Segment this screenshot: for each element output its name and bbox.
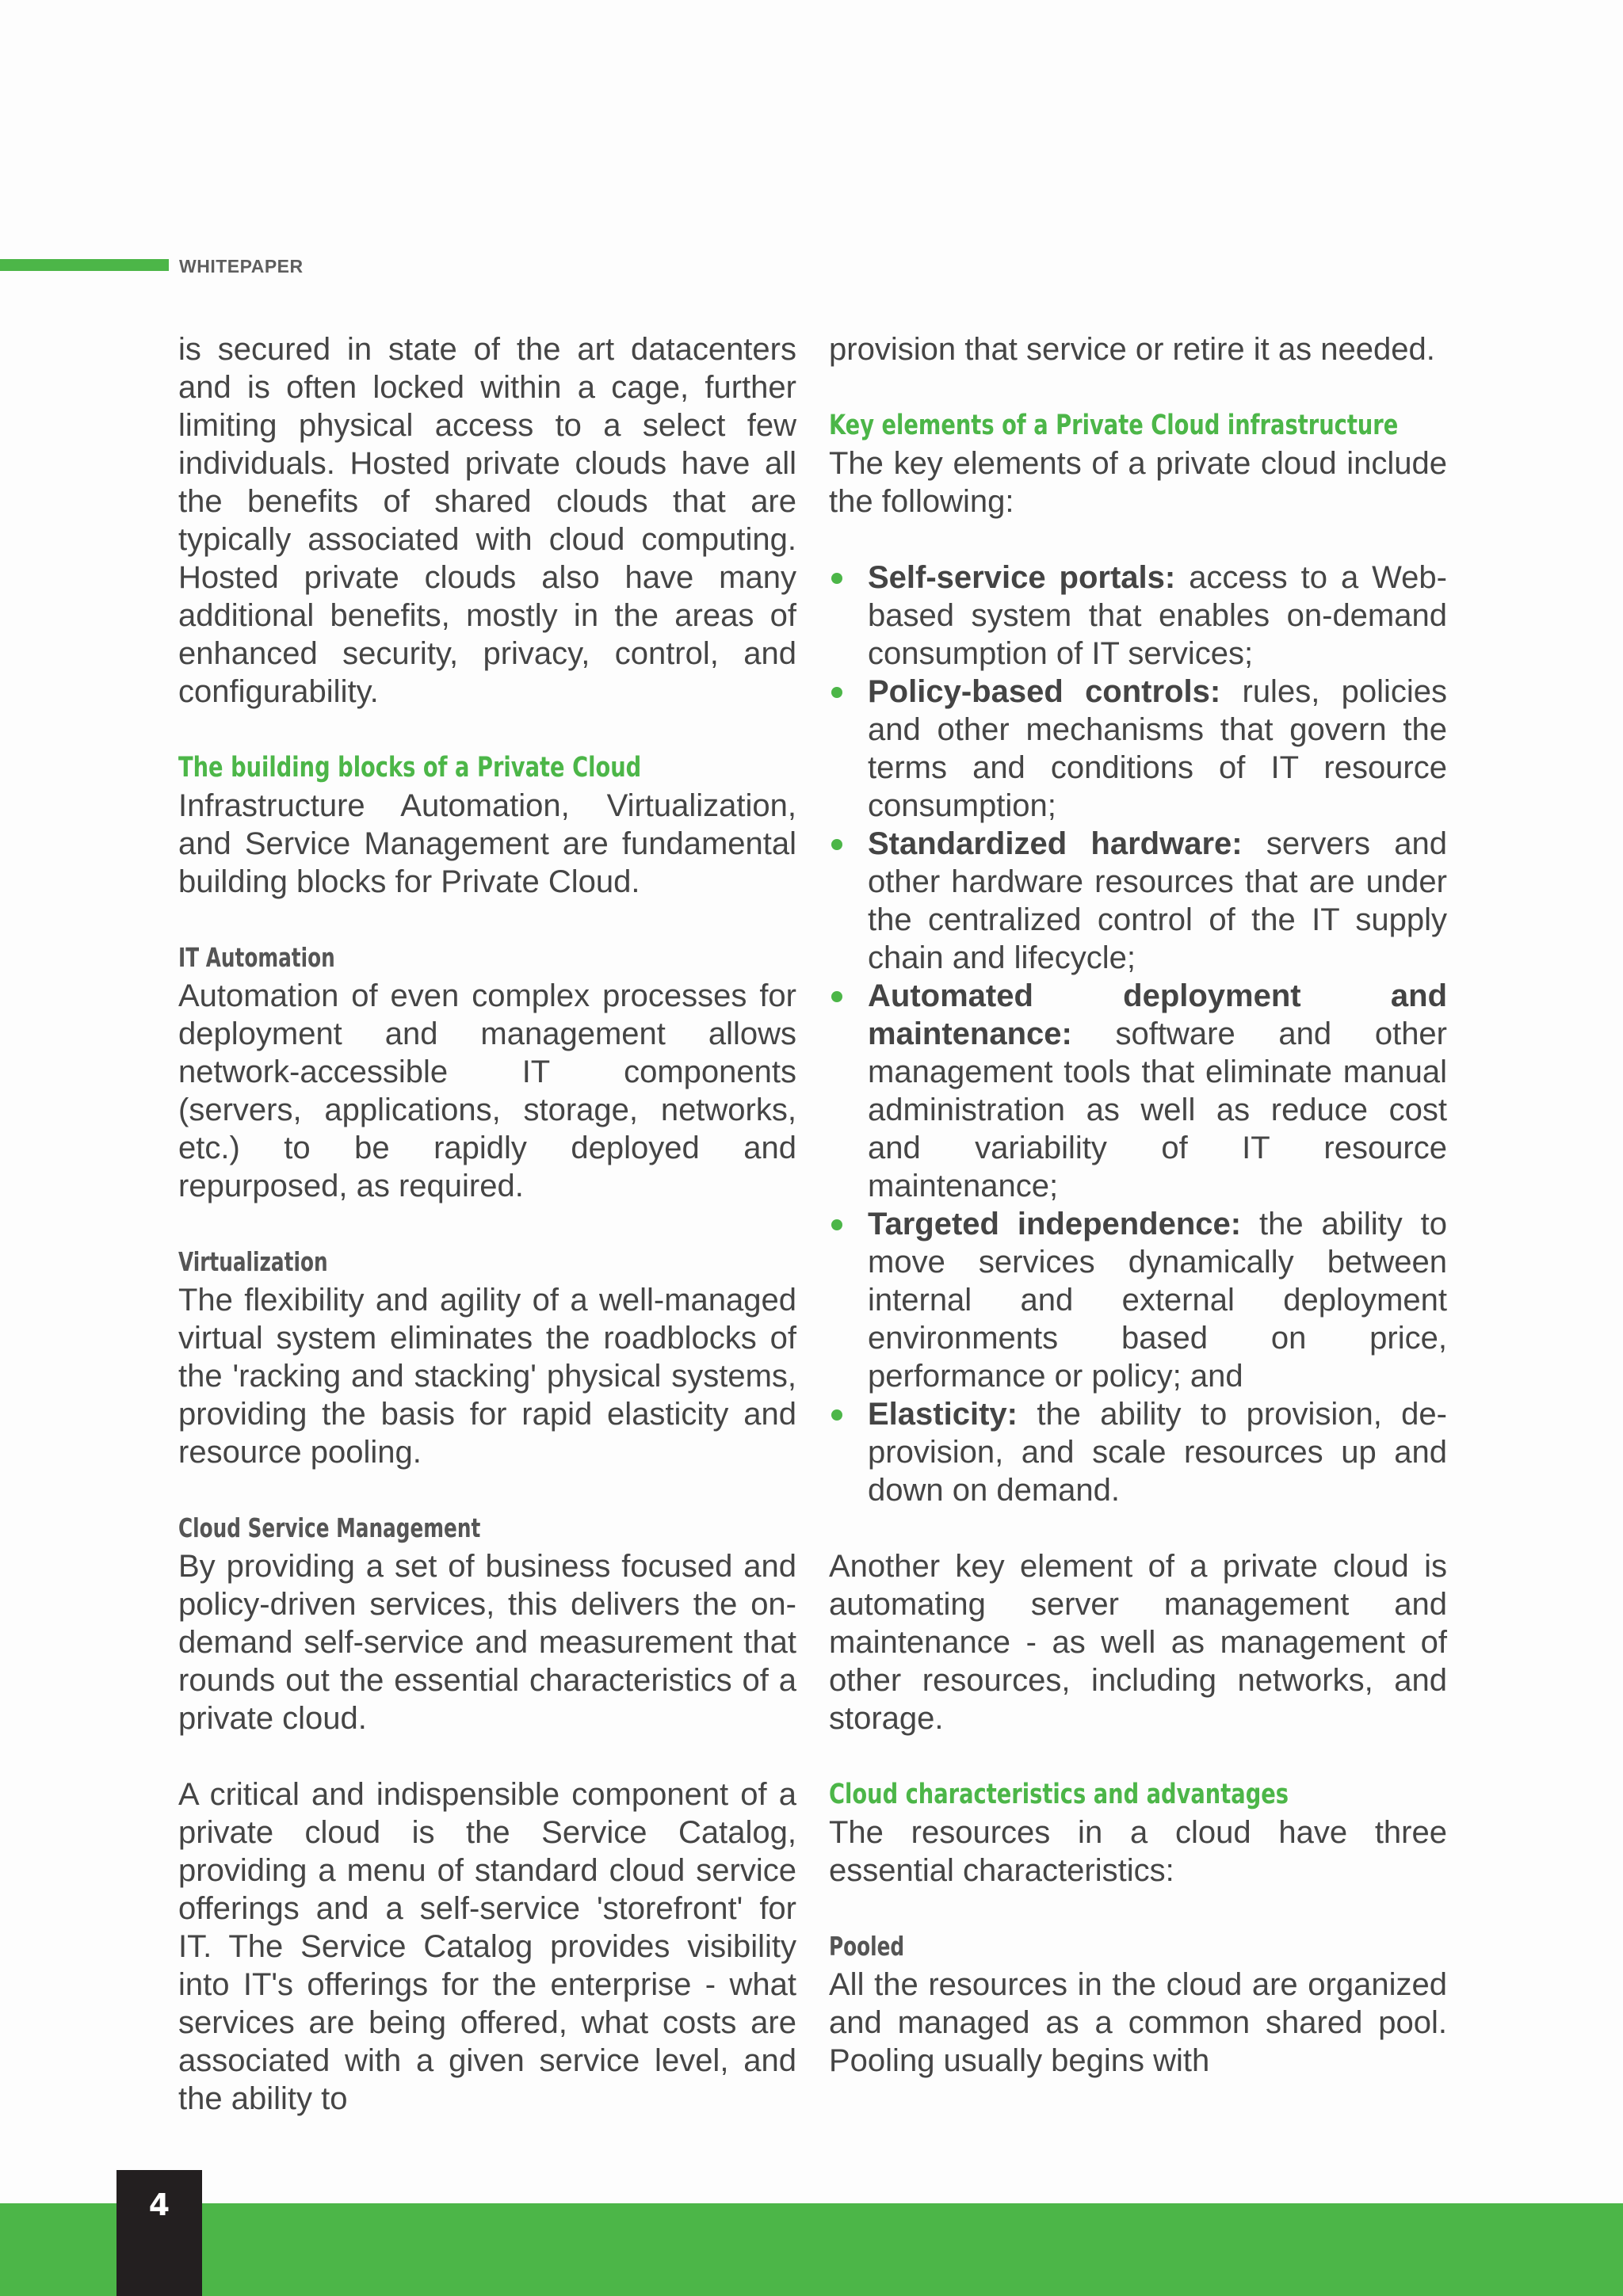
list-item-text: servers and other hardware resources that are under the centralized control of the IT supply chain and lifecycle; — [868, 826, 1447, 975]
right-column — [829, 330, 1447, 2080]
page-number: 4 — [148, 2187, 170, 2222]
page-number-box — [116, 2170, 202, 2296]
header-label: WHITEPAPER — [179, 256, 304, 277]
list-item-term: Targeted independence: — [868, 1207, 1242, 1241]
bullet-icon — [831, 1219, 842, 1230]
list-item-text: the ability to provision, de-provision, and scale resources up and down on demand. — [868, 1397, 1447, 1508]
list-item-text: the ability to move services dynamically between internal and external deployment environments based on price, performance or policy; and — [868, 1207, 1447, 1394]
list-item-text: access to a Web-based system that enables on-demand consumption of IT services; — [868, 560, 1447, 671]
list-item-text: rules, policies and other mechanisms that govern the terms and conditions of IT resource consumption; — [868, 674, 1448, 823]
characteristics-heading: Cloud characteristics and advantages — [829, 1779, 1289, 1810]
list-item-term: Elasticity: — [868, 1397, 1018, 1432]
it-automation-heading: IT Automation — [178, 942, 335, 973]
header-accent-bar — [0, 259, 169, 271]
service-catalog-paragraph: A critical and indispensible component of a private cloud is the Service Catalog, providing a menu of standard cloud service offerings and a self-service 'storefront' for IT. The Service Catalog provides visibility into IT's offerings for the enterprise - what services are being offered, what costs are associated with a given service level, and the ability to — [178, 1777, 796, 2116]
bullet-icon — [831, 839, 842, 850]
cloud-service-management-text: By providing a set of business focused and policy-driven services, this delivers the on-demand self-service and measurement that rounds out the essential characteristics of a private cloud. — [178, 1549, 796, 1736]
virtualization-heading: Virtualization — [178, 1246, 328, 1277]
list-item — [829, 825, 1447, 977]
key-elements-heading: Key elements of a Private Cloud infrastructure — [829, 410, 1399, 441]
characteristics-text: The resources in a cloud have three essential characteristics: — [829, 1815, 1447, 1888]
list-item-text: software and other management tools that eliminate manual administration as well as reduce cost and variability of IT resource maintenance; — [868, 1016, 1447, 1203]
list-item — [829, 559, 1447, 673]
pooled-heading: Pooled — [829, 1931, 905, 1962]
building-blocks-heading: The building blocks of a Private Cloud — [178, 752, 642, 784]
bullet-icon — [831, 1409, 842, 1421]
list-item-term: Standardized hardware: — [868, 826, 1243, 861]
list-item-term: Automated deployment and maintenance: — [868, 978, 1447, 1051]
left-column — [178, 330, 796, 2118]
list-item — [829, 1205, 1447, 1395]
pooled-text: All the resources in the cloud are organized and managed as a common shared pool. Pooling usually begins with — [829, 1967, 1447, 2078]
it-automation-text: Automation of even complex processes for deployment and management allows network-accessible IT components (servers, applications, storage, networks, etc.) to be rapidly deployed and repurposed, as required. — [178, 978, 796, 1203]
virtualization-text: The flexibility and agility of a well-managed virtual system eliminates the roadblocks of the 'racking and stacking' physical systems, providing the basis for rapid elasticity and resource pooling. — [178, 1283, 796, 1470]
intro-paragraph: is secured in state of the art datacenters and is often locked within a cage, further limiting physical access to a select few individuals. Hosted private clouds have all the benefits of shared clouds that are typically associated with cloud computing. Hosted private clouds also have many additional benefits, mostly in the areas of enhanced security, privacy, control, and configurability. — [178, 332, 796, 709]
another-key-element-paragraph: Another key element of a private cloud is automating server management and maintenance - as well as management of other resources, including networks, and storage. — [829, 1549, 1447, 1736]
key-elements-intro: The key elements of a private cloud include the following: — [829, 446, 1447, 519]
list-item — [829, 673, 1447, 825]
list-item — [829, 977, 1447, 1205]
cloud-service-management-heading: Cloud Service Management — [178, 1512, 481, 1543]
continuation-paragraph: provision that service or retire it as needed. — [829, 332, 1435, 367]
bullet-icon — [831, 573, 842, 584]
key-elements-list — [829, 559, 1447, 1509]
building-blocks-text: Infrastructure Automation, Virtualization, and Service Management are fundamental building blocks for Private Cloud. — [178, 788, 796, 899]
bullet-icon — [831, 687, 842, 698]
bullet-icon — [831, 991, 842, 1002]
list-item — [829, 1395, 1447, 1509]
list-item-term: Policy-based controls: — [868, 674, 1221, 709]
list-item-term: Self-service portals: — [868, 560, 1176, 595]
footer-bar — [0, 2203, 1623, 2296]
